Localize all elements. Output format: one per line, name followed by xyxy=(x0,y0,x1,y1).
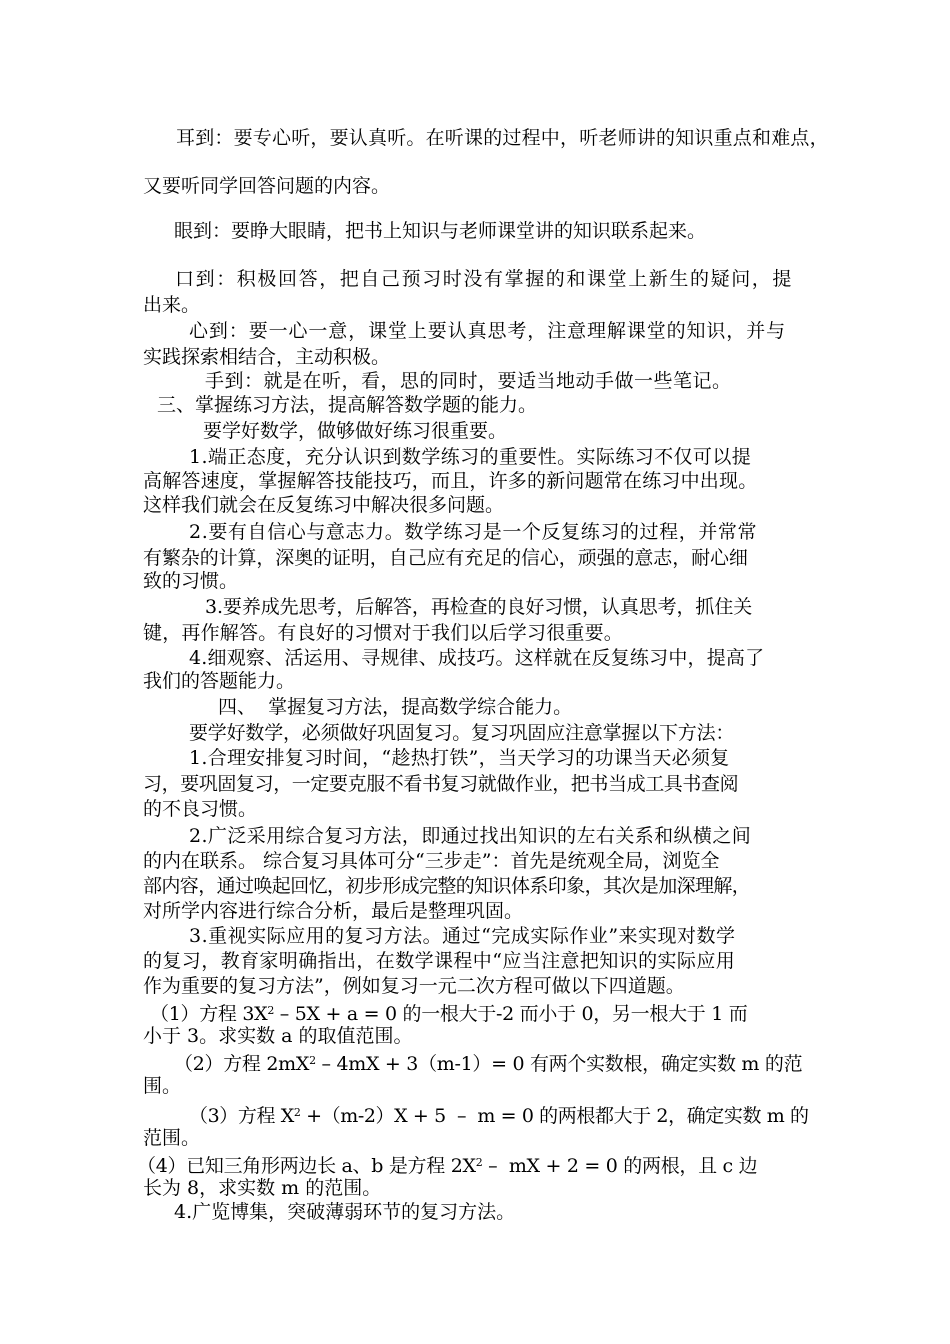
problem-3: （3）方程 $X^2 +(m-2)X + 5 - m = 0$ 的两根都大于 2，确定实数 m 的 xyxy=(189,1105,809,1127)
paragraph-line: 习，要巩固复习，一定要克服不看书复习就做作业，把书当成工具书查阅 xyxy=(143,773,739,795)
problem-2: （2）方程 $2mX^2 - 4mX + 3(m-1)= 0$ 有两个实数根，确定实数 m 的范 xyxy=(174,1053,803,1075)
problem-4: （4）已知三角形两边长 a、b 是方程 $2X^2$ – mX + 2 = 0 的两根，且 c 边 xyxy=(137,1155,758,1177)
paragraph-line: 手到：就是在听，看，思的同时，要适当地动手做一些笔记。 xyxy=(205,370,732,392)
paragraph-line: 部内容，通过唤起回忆，初步形成完整的知识体系印象，其次是加深理解， xyxy=(143,875,751,897)
paragraph-line: 2.要有自信心与意志力。数学练习是一个反复练习的过程，并常常 xyxy=(189,521,758,543)
paragraph-line: 眼到：要睁大眼睛，把书上知识与老师课堂讲的知识联系起来。 xyxy=(174,220,707,242)
paragraph-line: 这样我们就会在反复练习中解决很多问题。 xyxy=(143,494,505,516)
paragraph-line: 要学好数学，做够做好练习很重要。 xyxy=(203,420,508,442)
paragraph-line: 出来。 xyxy=(143,294,201,316)
paragraph-line: 键，再作解答。有良好的习惯对于我们以后学习很重要。 xyxy=(143,622,624,644)
problem-4-line2: 长为 8，求实数 m 的范围。 xyxy=(143,1177,382,1199)
paragraph-line: 我们的答题能力。 xyxy=(143,670,296,692)
paragraph-line: 有繁杂的计算，深奥的证明，自己应有充足的信心，顽强的意志，耐心细 xyxy=(143,547,748,569)
section-heading: 四、 掌握复习方法，提高数学综合能力。 xyxy=(218,696,573,718)
problem-1: （1）方程 $3X^2 - 5X + a = 0$ 的一根大于-2 而小于 0，另一根大于 1 而 xyxy=(150,1003,748,1025)
paragraph-line: 心到：要一心一意，课堂上要认真思考，注意理解课堂的知识，并与 xyxy=(189,320,787,342)
paragraph-line: 又要听同学回答问题的内容。 xyxy=(143,175,391,197)
paragraph-line: 3.重视实际应用的复习方法。通过“完成实际作业”来实现对数学 xyxy=(189,925,736,947)
paragraph-line: 作为重要的复习方法”，例如复习一元二次方程可做以下四道题。 xyxy=(143,975,685,997)
paragraph-line: 要学好数学，必须做好巩固复习。复习巩固应注意掌握以下方法： xyxy=(189,722,735,744)
paragraph-line: 耳到：要专心听，要认真听。在听课的过程中，听老师讲的知识重点和难点， xyxy=(176,127,829,149)
section-heading: 三、掌握练习方法，提高解答数学题的能力。 xyxy=(157,394,538,416)
paragraph-line: 口到：积极回答，把自己预习时没有掌握的和课堂上新生的疑问，提 xyxy=(175,268,794,290)
paragraph-line: 3.要养成先思考，后解答，再检查的良好习惯，认真思考，抓住关 xyxy=(205,596,753,618)
paragraph-line: 2.广泛采用综合复习方法，即通过找出知识的左右关系和纵横之间 xyxy=(189,825,752,847)
paragraph-line: 致的习惯。 xyxy=(143,570,239,592)
problem-2-line2: 围。 xyxy=(143,1075,182,1097)
paragraph-line: 4.广览博集，突破薄弱环节的复习方法。 xyxy=(174,1201,516,1223)
paragraph-line: 4.细观察、活运用、寻规律、成技巧。这样就在反复练习中，提高了 xyxy=(189,647,765,669)
paragraph-line: 对所学内容进行综合分析，最后是整理巩固。 xyxy=(143,900,524,922)
paragraph-line: 1.合理安排复习时间，“趁热打铁”，当天学习的功课当天必须复 xyxy=(189,747,730,769)
paragraph-line: 的复习，教育家明确指出，在数学课程中“应当注意把知识的实际应用 xyxy=(143,950,736,972)
problem-1-line2: 小于 3。求实数 a 的取值范围。 xyxy=(143,1025,413,1047)
paragraph-line: 的不良习惯。 xyxy=(143,798,258,820)
paragraph-line: 1.端正态度，充分认识到数学练习的重要性。实际练习不仅可以提 xyxy=(189,446,752,468)
problem-3-line2: 范围。 xyxy=(143,1127,201,1149)
paragraph-line: 高解答速度，掌握解答技能技巧，而且，许多的新问题常在练习中出现。 xyxy=(143,470,758,492)
paragraph-line: 实践探索相结合，主动积极。 xyxy=(143,346,391,368)
paragraph-line: 的内在联系。 综合复习具体可分“三步走”：首先是统观全局，浏览全 xyxy=(143,850,720,872)
